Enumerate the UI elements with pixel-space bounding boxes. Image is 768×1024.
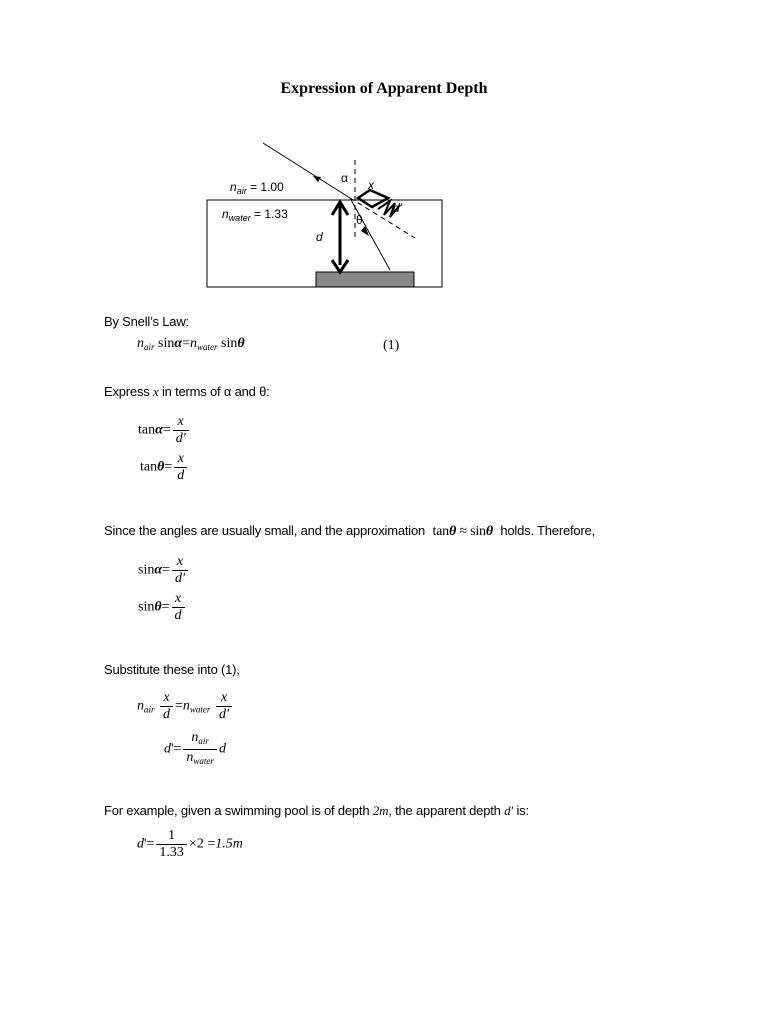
apparent-depth-formula: d'= $\frac{n_{air}}{n_{water}}$ d [164, 730, 226, 766]
example-result: 1.5m [215, 836, 243, 852]
example-numerator: 1 [156, 828, 187, 845]
small-angle-intro: Since the angles are usually small, and the approximation tanθ ≈ sinθ holds. Therefore, [104, 523, 595, 539]
tan-alpha-equation: tanα= $\frac{x}{d'}$ [138, 414, 191, 447]
equation-number: (1) [383, 338, 400, 353]
d-prime-label: d′ [393, 201, 402, 215]
example-calculation: d'= $\frac{1}{1.33}$ ×2 =1.5m [137, 828, 243, 860]
depth-arrow [332, 202, 348, 272]
theta-label: θ [356, 213, 363, 227]
page-title: Expression of Apparent Depth [280, 80, 488, 97]
sin-alpha-equation: sinα= $\frac{x}{d'}$ [138, 554, 190, 587]
snell-equation: $n_{air}$ $\sin\alpha=n_{water}$ sinθ [137, 336, 245, 352]
ray-arrow-air [313, 176, 321, 182]
refracted-ray [350, 198, 390, 270]
x-label: x [368, 178, 374, 192]
object-block [316, 272, 414, 287]
sin-theta-equation: sinθ= $\frac{x}{d}$ [138, 591, 187, 624]
example-intro: For example, given a swimming pool is of depth 2m, the apparent depth d′ is: [104, 803, 529, 818]
n-water-label: $n_{water} = 1.33$ [222, 207, 288, 223]
express-intro: Express x in terms of α and θ: [104, 384, 270, 399]
snell-intro: By Snell’s Law: [104, 314, 189, 329]
substitute-intro: Substitute these into (1), [104, 662, 240, 677]
substituted-equation: $n_{air}$ $\frac{x}{d}$ $=n_{water}$ $\frac{x}{d'}$ [137, 690, 234, 723]
alpha-label: α [341, 171, 348, 185]
n-air-label: $n_{air} = 1.00$ [230, 180, 284, 196]
example-denominator: 1.33 [159, 845, 184, 860]
tan-theta-equation: tanθ= $\frac{x}{d}$ [140, 451, 189, 484]
d-label: d [316, 230, 323, 244]
example-times: 2 [196, 836, 204, 852]
